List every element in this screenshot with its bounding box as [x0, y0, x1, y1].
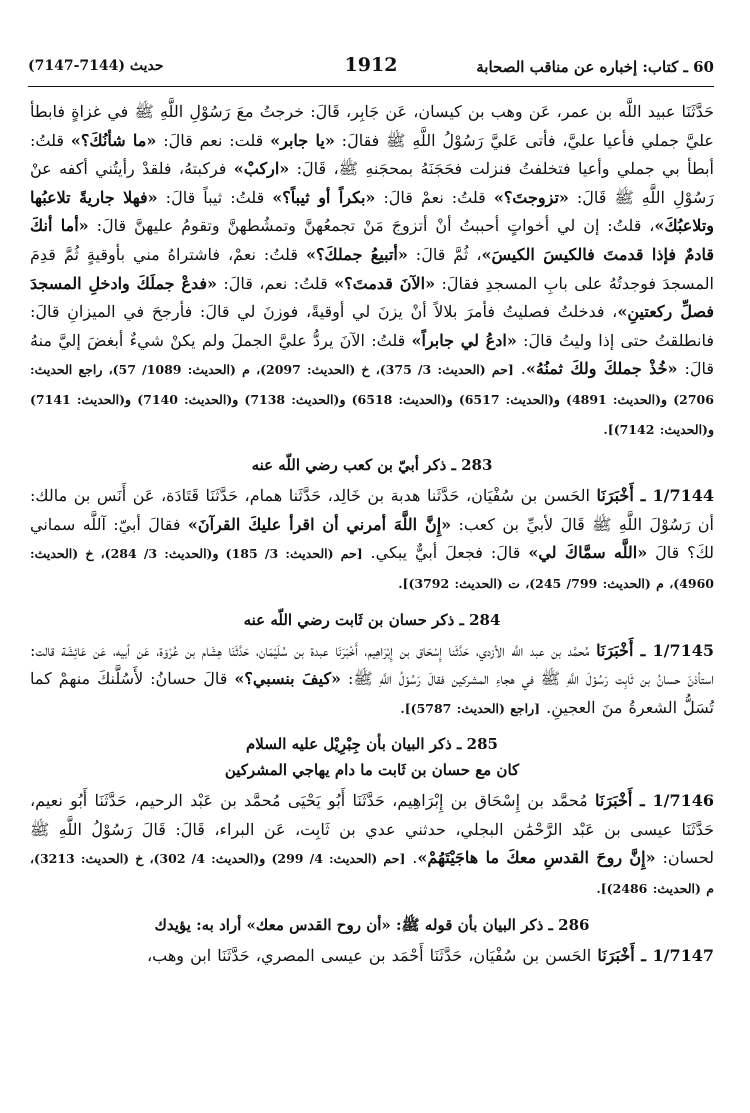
prophetic-quote: «بكراً أو ثيباً؟»: [272, 187, 376, 207]
prophetic-quote: «كيفَ بنسبي؟»: [234, 669, 342, 689]
narration-text: قالَ حسانُ: لأَسُلَّنكَ منهمْ كما تُسَلُّ الشعرةُ منَ العجينِ.: [30, 669, 714, 717]
hadith-paragraph: [30, 482, 714, 598]
narration-text: حَدَّثَنَا عبيد اللَّه بن عمر، عَن وهب بن كيسان، عَن جَابِر، قَالَ: خرجتُ معَ رَسُوْلِ اللَّهِ ﷺ في غزاةٍ فابطأ عليَّ جملي فأعيا عليَّ، فأتى عَليَّ رَسُوْلُ اللَّهِ ﷺ فقالَ:: [30, 102, 715, 150]
hadith-number: 1/7147 ـ أَخْبَرَنَا: [597, 945, 714, 965]
narration-text: مُحمَّد بن إِسْحَاق بن إِبْرَاهِيم، حَدَّثَنَا أَبُو يَحْيَى مُحمَّد بن عَبْد الرحيم، حَدَّثَنَا أَبُو نعيم، حَدَّثَنَا عيسى بن عَبْد الرَّحْمَٰن البجلي، حدثني عدي بن ثَابِت، عَن البراء، قَالَ: قَالَ رَسُوْلُ اللَّهِ ﷺ لحسان:: [30, 791, 715, 868]
narration-text: فركبتهُ، فلقدْ رأيتُني أكفه عنْ رَسُوْلِ اللَّهِ ﷺ قَالَ:: [30, 159, 714, 207]
prophetic-quote: «الآنَ قدمتَ؟»: [334, 273, 436, 293]
prophetic-quote: «أتبيعُ جملكَ؟»: [305, 244, 408, 264]
header-divider: [28, 86, 714, 87]
hadith-paragraph: [30, 787, 714, 903]
narration-text: فقالَ أبيّ: آللَّه سماني لكَ؟ قالَ: [30, 514, 715, 563]
narration-text: قلتُ: أبطأ بي جملي وأعيا فتخلفتُ فنزلت فحَجَنَهُ بمحجَنهِ ﷺ، قَالَ:: [30, 130, 715, 179]
narration-text: الحَسن بن سُفْيَان، حَدَّثَنَا أَحْمَد بن عيسى المصري، حَدَّثَنَا ابن وهب،: [146, 945, 598, 965]
hadith-paragraph: [30, 637, 714, 724]
page-body: [30, 98, 714, 970]
narration-text: .: [405, 848, 418, 868]
hadith-number: 1/7144 ـ أَخْبَرَنَا: [596, 486, 715, 506]
chapter-heading: [30, 912, 714, 938]
prophetic-quote: «إِنَّ روحَ القدسِ معكَ ما هاجَيْتَهُمْ»: [417, 848, 656, 868]
prophetic-quote: «إِنَّ اللَّهَ أمرني أن اقرأ عليكَ القرآنَ»: [187, 514, 452, 534]
narration-text: ، فدخلتُ فصليتُ فأمرَ بلالاً أنْ يزنَ لي أوقيةً، فوزنَ لي قالَ: فأرجحَ في الميزانِ قالَ: فانطلقتُ حتى إذا وليتُ قالَ:: [30, 302, 715, 350]
narration-text: ، قلتُ: إن لي أخواتٍ أحببتُ أنْ أتزوجَ مَنْ تجمعُهنَّ وتمشُطهنَّ وتقومُ عليهنَّ قالَ:: [88, 216, 655, 236]
narration-text: مُحمَّد بن عبد اللَّه الأزدي، حَدَّثَنا إِسْحَاق بن إِبْرَاهِيم، أَخْبَرَنَا عبدة بن سُلَيْمَان، حَدَّثَنَا هِشَام بن عُرْوَة، عَن أبيه، عَن عَائِشَة قالت: استأذنَ حسانُ بن ثَابِت رَسُوْلَ اللَّهِ ﷺ في هجاءِ المشركين فقالَ رَسُوْلُ اللَّهِ ﷺ:: [30, 640, 715, 689]
hadith-number: 1/7145 ـ أَخْبَرَنَا: [596, 640, 714, 660]
prophetic-quote: «اركبْ»: [233, 159, 290, 179]
prophetic-quote: «فهلا جاريةً تلاعبُها وتلاعبُكَ»: [30, 187, 715, 236]
reference-citation: [حم (الحديث: 3/ 375)، خ (الحديث: 2097)، م (الحديث: 1089/ 57)، راجع الحديث: 2706) و(الحديث: 4891) و(الحديث: 6517) و(الحديث: 6518) و(الحديث: 7138) و(الحديث: 7140) و(الحديث: 7141) و(الحديث: 7142)].: [30, 362, 714, 437]
reference-citation: [راجع (الحديث: 5787)].: [400, 700, 541, 716]
narration-text: قلتُ: نعمْ قالَ:: [375, 187, 494, 207]
narration-text: .: [513, 359, 526, 379]
narration-text: الحَسن بن سُفْيَان، حَدَّثَنا هدبة بن خَالِد، حَدَّثَنا همام، حَدَّثَنَا قَتَادَة، عَن أَنَس بن مالك: أن رَسُوْلَ اللَّهِ ﷺ قَالَ لأبيِّ بن كعب:: [30, 486, 714, 534]
chapter-heading-line: 285 ـ ذكر البيان بأن جِبْرِيْل عليه السلام: [246, 735, 498, 754]
chapter-heading: [30, 731, 714, 783]
narration-text: قلتُ: نعمْ، فاشتراهُ مني بأوقيةٍ ثُمَّ قدِمَ المسجدَ فوجدتُهُ على بابِ المسجدِ فقالَ:: [30, 244, 714, 293]
narration-text: قلتُ: الآنَ يردُّ عليَّ الجملَ ولم يكنْ شيءٌ أبغضَ إليَّ منهُ قالَ:: [30, 330, 715, 379]
chapter-heading-line: 283 ـ ذكر أبيّ بن كعب رضي اللّه عنه: [251, 456, 493, 475]
narration-text: قلتُ: ثيباً قالَ:: [157, 187, 273, 207]
chapter-heading-line: 286 ـ ذكر البيان بأن قوله ﷺ: «أن روح القدس معك» أراد به: يؤيدك: [154, 915, 590, 934]
prophetic-quote: «تزوجتَ؟»: [493, 187, 569, 207]
chapter-heading-line: 284 ـ ذكر حسان بن ثَابت رضي اللّه عنه: [243, 610, 501, 629]
prophetic-quote: «خُذْ جملكَ ولكَ ثمنُهُ»: [525, 359, 678, 379]
reference-citation: [حم (الحديث: 4/ 299) و(الحديث: 4/ 302)، خ (الحديث: 3213)، م (الحديث: 2486)].: [30, 851, 714, 897]
hadith-paragraph: [30, 942, 714, 971]
prophetic-quote: «يا جابر»: [270, 130, 335, 150]
reference-citation: [حم (الحديث: 3/ 185) و(الحديث: 3/ 284)، خ (الحديث: 4960)، م (الحديث: 799/ 245)، ت (الحديث: 3792)].: [30, 546, 714, 591]
narration-text: ، ثُمَّ قالَ:: [407, 244, 482, 264]
hadith-number: 1/7146 ـ أَخْبَرَنَا: [594, 791, 714, 811]
book-title: 60 ـ كتاب: إخباره عن مناقب الصحابة: [476, 58, 714, 76]
prophetic-quote: «ما شأنُكَ؟»: [70, 130, 157, 150]
prophetic-quote: «فدعْ جملَكَ وادخلِ المسجدَ فصلِّ ركعتينِ»: [30, 273, 715, 322]
hadith-paragraph: [30, 98, 714, 444]
narration-text: قلتُ: نعم، قالَ:: [217, 273, 335, 293]
narration-text: قالَ: فجعلَ أبيٌّ يبكي.: [362, 543, 529, 563]
prophetic-quote: «أما أنكَ قادمٌ فإذا قدمتَ فالكيسَ الكيسَ»: [30, 216, 715, 264]
page-number: 1912: [344, 54, 398, 76]
chapter-heading: [30, 607, 714, 633]
prophetic-quote: «ادعُ لي جابراً»: [411, 330, 517, 350]
chapter-heading: [30, 452, 714, 478]
hadith-range: حديث (7144-7147): [28, 58, 164, 74]
chapter-heading-line: كان مع حسان بن ثَابت ما دام يهاجي المشركين: [224, 761, 520, 780]
page-header: [28, 54, 714, 84]
narration-text: قلت: نعم قالَ:: [156, 130, 271, 150]
prophetic-quote: «اللَّه سمَّاكَ لي»: [528, 543, 648, 563]
